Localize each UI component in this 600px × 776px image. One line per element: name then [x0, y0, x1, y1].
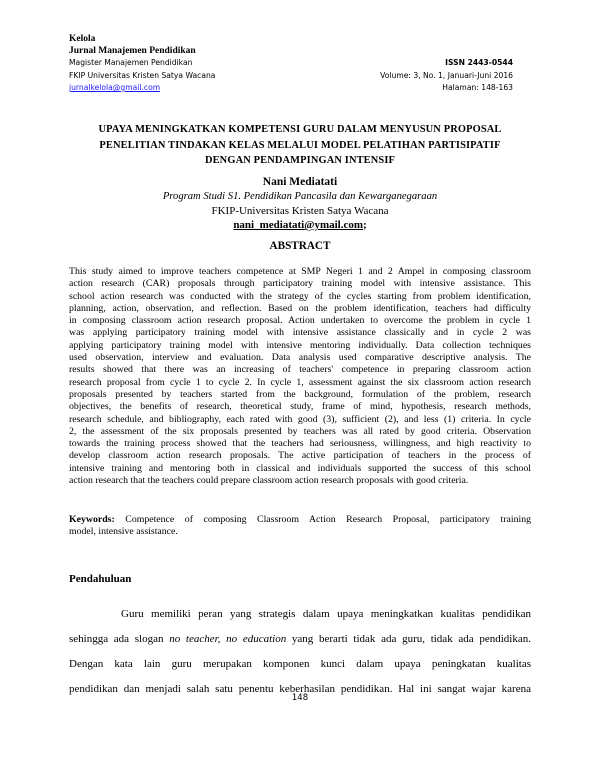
university-name: FKIP Universitas Kristen Satya Wacana	[69, 71, 216, 80]
abstract-body	[69, 266, 531, 487]
keywords-text-2: model, intensive assistance.	[69, 526, 178, 538]
keywords-text-1: Competence of composing Classroom Action Research Proposal, participatory training	[125, 514, 531, 525]
abstract-line: towards the training process showed that the teachers had seriousness, willingness, and high reactivity to	[69, 438, 531, 450]
journal-short-name: Kelola	[69, 34, 96, 44]
body-text: yang berarti tidak ada guru, tidak ada pendidikan.	[286, 633, 531, 645]
page-range: Halaman: 148-163	[442, 83, 513, 92]
body-line: pendidikan dan menjadi salah satu penentu keberhasilan pendidikan. Hal ini sangat wajar karena	[69, 683, 531, 695]
header-row-1	[69, 58, 513, 67]
header-row-3	[69, 83, 513, 92]
section-heading: Pendahuluan	[69, 573, 132, 585]
abstract-line: This study aimed to improve teachers competence at SMP Negeri 1 and 2 Ampel in composing classroom	[69, 266, 531, 277]
title-line: DENGAN PENDAMPINGAN INTENSIF	[204, 155, 396, 166]
keywords-line-1	[69, 514, 531, 526]
issn: ISSN 2443-0544	[445, 58, 513, 67]
body-line: Dengan kata lain guru merupakan komponen kunci dalam upaya peningkatan kualitas	[69, 658, 531, 670]
author-program: Program Studi S1. Pendidikan Pancasila dan Kewarganegaraan	[162, 191, 438, 202]
abstract-line: research schedule, and bibliography, each rated with good (3), sufficient (2), and less (1) criteria. In cycle	[69, 413, 531, 425]
abstract-line: was applying participatory training model with intensive assistance classically and in cycle 2 was	[69, 327, 531, 339]
abstract-line: objectives, the benefits of research, theoretical study, frame of mind, hypothesis, research methods,	[69, 401, 531, 413]
author-institution: FKIP-Universitas Kristen Satya Wacana	[211, 205, 389, 217]
abstract-line: 2, the assessment of the six proposals presented by teachers was all rated by good criteria. Observation	[69, 425, 531, 437]
abstract-line: action research (CAR) proposals through participatory training model with intensive assistance. This	[69, 278, 531, 290]
paper-title	[69, 122, 531, 169]
abstract-line: school action research was conducted with the strategy of the cycles starting from problem identification,	[69, 290, 531, 302]
author-email-suffix: ;	[363, 219, 367, 231]
title-line: PENELITIAN TINDAKAN KELAS MELALUI MODEL PELATIHAN PARTISIPATIF	[99, 139, 501, 151]
author-email	[0, 219, 600, 231]
header-row-2	[69, 71, 513, 80]
body-line: Guru memiliki peran yang strategis dalam upaya meningkatkan kualitas pendidikan	[121, 608, 531, 620]
keywords-label: Keywords:	[69, 514, 115, 525]
abstract-line: in composing classroom action research proposal. Action undertaken to overcome the problem in cycle 1	[69, 315, 531, 327]
abstract-line: intensive training and mentoring both in classical and individuals supported the success of this school	[69, 462, 531, 474]
journal-email-link[interactable]: jurnalkelola@gmail.com	[69, 83, 161, 92]
abstract-line: applying participatory training model with intensive mentoring individually. Data collection techniques	[69, 339, 531, 351]
title-line: UPAYA MENINGKATKAN KOMPETENSI GURU DALAM MENYUSUN PROPOSAL	[98, 124, 502, 135]
abstract-line: action research that the teachers could prepare classroom action research proposals with good criteria.	[69, 475, 469, 487]
abstract-line: develop classroom action research proposals. The active participation of teachers in the process of	[69, 450, 531, 462]
abstract-line: research proposal from cycle 1 to cycle 2. In cycle 1, assessment against the six classroom action research	[69, 376, 531, 388]
abstract-line: proposals presented by teachers started from the background, formulation of the problem, research	[69, 388, 531, 400]
abstract-line: results showed that there was an increasing of teachers' competence in preparing classroom action	[69, 364, 531, 376]
program-name: Magister Manajemen Pendidikan	[69, 58, 193, 67]
body-line	[69, 627, 531, 652]
abstract-line: used observation, interview and evaluation. Data analysis used comparative descriptive analysis. The	[69, 352, 531, 364]
body-text: sehingga ada slogan	[69, 633, 170, 645]
body-italic-slogan: no teacher, no education	[169, 633, 287, 645]
abstract-heading: ABSTRACT	[269, 240, 331, 252]
journal-full-name: Jurnal Manajemen Pendidikan	[69, 46, 196, 56]
section-body	[69, 602, 531, 702]
volume-info: Volume: 3, No. 1, Januari-Juni 2016	[380, 71, 513, 80]
author-name: Nani Mediatati	[262, 176, 338, 188]
page-number: 148	[291, 693, 309, 703]
keywords	[69, 514, 531, 539]
author-email-link[interactable]: nani_mediatati@ymail.com	[233, 219, 364, 231]
abstract-line: planning, action, observation, and reflection. Based on the problem identification, teachers had difficulty	[69, 302, 531, 314]
